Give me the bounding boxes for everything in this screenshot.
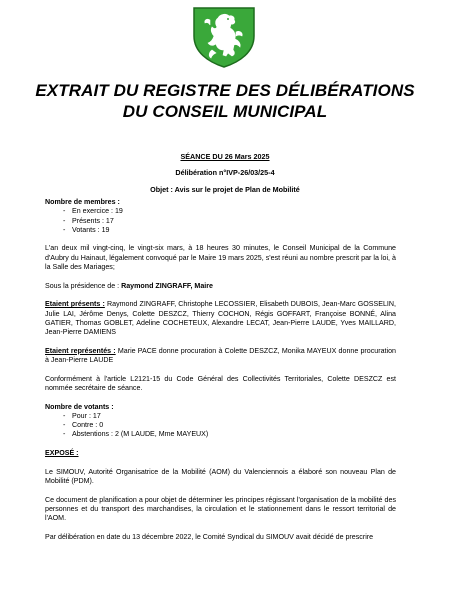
list-item: - Votants : 19 [63, 225, 110, 234]
votants-heading: Nombre de votants : [45, 402, 114, 411]
expose-paragraph-2: Ce document de planification a pour objet de déterminer les principes régissant l'organisation de la mobilité des personnes et du transport des marchandises, la circulation et le stationnement dans le ressort territorial de l'AOM. [45, 495, 396, 523]
membres-heading: Nombre de membres : [45, 198, 120, 206]
secretaire-paragraph: Conformément à l'article L2121-15 du Code Général des Collectivités Territoriales, Colette DESZCZ est nommée secrétaire de séance. [45, 374, 396, 392]
presents-paragraph: Etaient présents : Raymond ZINGRAFF, Christophe LECOSSIER, Elisabeth DUBOIS, Jean-Marc GOSSELIN, Julie LAI, Jérôme Denys, Colette DESZCZ, Thierry COCHON, Régis GOFFART, Françoise BONNÉ, Alina GATIER, Thomas GOBLET, Adeline COCHETEUX, Alexandre LECAT, Jean-Pierre LAUDE, Yves MAILLARD, Jean-Pierre DAMIENS [45, 300, 396, 337]
document-body [45, 198, 396, 542]
list-item: - Abstentions : 2 (M LAUDE, Mme MAYEUX) [63, 430, 209, 439]
membres-list [45, 207, 396, 235]
votants-list [45, 412, 396, 440]
representes-paragraph: Etaient représentés : Marie PACE donne procuration à Colette DESZCZ, Monika MAYEUX donne procuration à Jean-Pierre LAUDE [45, 346, 396, 365]
deliberation-subject: Objet : Avis sur le projet de Plan de Mobilité [150, 185, 300, 194]
convocation-paragraph: L'an deux mil vingt-cinq, le vingt-six mars, à 18 heures 30 minutes, le Conseil Municipal de la Commune d'Aubry du Hainaut, légalement convoqué par le Maire 19 mars 2025, s'est réuni au nombre prescrit par la loi, à la Salle des Mariages; [45, 244, 396, 272]
document-title-line-1: EXTRAIT DU REGISTRE DES DÉLIBÉRATIONS [35, 81, 415, 100]
expose-paragraph-3: Par délibération en date du 13 décembre 2022, le Comité Syndical du SIMOUV avait décidé de prescrire [45, 532, 374, 541]
list-item: - Présents : 17 [63, 216, 114, 225]
deliberation-number: Délibération n°IVP-26/03/25-4 [175, 168, 275, 177]
lion-shield-crest-icon [190, 6, 258, 68]
document-title-line-2: DU CONSEIL MUNICIPAL [122, 102, 328, 121]
expose-paragraph-1: Le SIMOUV, Autorité Organisatrice de la Mobilité (AOM) du Valenciennois a élaboré son nouveau Plan de Mobilité (PDM). [45, 467, 396, 485]
presidence-line: Sous la présidence de : Raymond ZINGRAFF, Maire [45, 281, 213, 290]
list-item: - En exercice : 19 [63, 207, 123, 216]
expose-heading: EXPOSÉ : [45, 449, 79, 458]
list-item: - Contre : 0 [63, 421, 104, 430]
seance-date: SÉANCE DU 26 Mars 2025 [180, 152, 270, 161]
list-item: - Pour : 17 [63, 411, 101, 420]
